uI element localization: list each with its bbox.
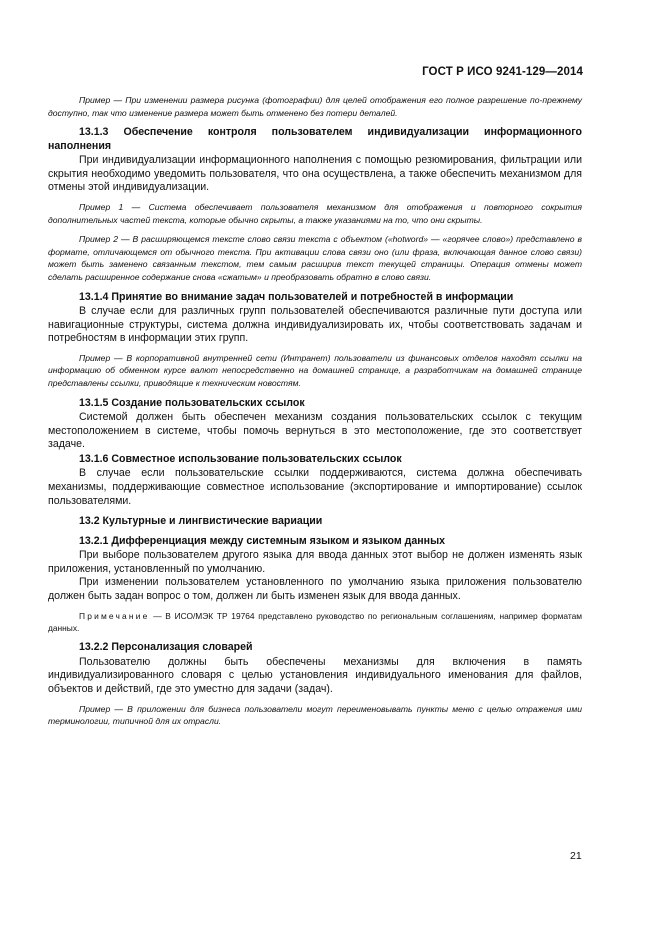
page-number: 21 (570, 850, 582, 862)
document-code-header: ГОСТ Р ИСО 9241-129—2014 (422, 66, 583, 78)
note (48, 610, 582, 635)
section-heading-13-1-6: 13.1.6 Совместное использование пользовательских ссылок (79, 452, 402, 465)
example-note: Пример 2 — В расширяющемся тексте слово связи текста с объектом («hotword» — «горячее слово») представлено в формате, отличающемся от обычного текста. При активации слова связи оно (или фраза, включающая данное слово связи) может быть заменено связанным текстом, тем самым расширив текст текущей страницы. Операция отмены может сделать расширенное содержание снова «сжатым» и преобразовать обратно в слово связи. (48, 234, 582, 282)
note-text: — В ИСО/МЭК ТР 19764 представлено руководство по региональным соглашениям, например форматам данных. (48, 610, 582, 633)
page-content (48, 94, 582, 735)
section-heading-13-1-3: 13.1.3 Обеспечение контроля пользователем индивидуализации информационного наполнения (48, 126, 582, 152)
example-note: Пример 1 — Система обеспечивает пользователя механизмом для отображения и повторного сокрытия дополнительных частей текста, которые обычно скрыты, а также указаниями на то, что они скрыты. (48, 201, 582, 225)
section-heading-13-2-2: 13.2.2 Персонализация словарей (79, 641, 253, 654)
paragraph: При индивидуализации информационного наполнения с помощью резюмирования, фильтрации или скрытия необходимо уведомить пользователя, что она осуществлена, а также обеспечить механизмом для отмены этой индивидуализации. (48, 154, 582, 194)
paragraph: При выборе пользователем другого языка для ввода данных этот выбор не должен изменять язык приложения, установленный по умолчанию. (48, 549, 582, 575)
paragraph: В случае если для различных групп пользователей обеспечиваются различные пути доступа или навигационные структуры, система должна индивидуализировать их, чтобы соответствовать задачам и потребностям в информации этих групп. (48, 305, 582, 345)
section-heading-13-1-5: 13.1.5 Создание пользовательских ссылок (79, 396, 305, 409)
paragraph: При изменении пользователем установленного по умолчанию языка приложения пользователю должен быть задан вопрос о том, должен ли быть изменен язык для ввода данных. (48, 576, 582, 602)
section-heading-13-2: 13.2 Культурные и лингвистические вариации (79, 515, 323, 528)
paragraph: В случае если пользовательские ссылки поддерживаются, система должна обеспечивать механизмы, поддерживающие совместное использование (экспортирование и импортирование) ссылок пользователями. (48, 467, 582, 507)
example-note: Пример — При изменении размера рисунка (фотографии) для целей отображения его полное разрешение по-прежнему доступно, так что изменение размера может быть отменено без потери деталей. (48, 95, 582, 118)
section-heading-13-1-4: 13.1.4 Принятие во внимание задач пользователей и потребностей в информации (79, 290, 514, 303)
example-note: Пример — В приложении для бизнеса пользователи могут переименовывать пункты меню с целью отражения ими терминологии, типичной для их отрасли. (48, 703, 582, 727)
section-heading-13-2-1: 13.2.1 Дифференциация между системным языком и языком данных (79, 534, 446, 547)
paragraph: Пользователю должны быть обеспечены механизмы для включения в память индивидуализированного словаря с целью установления индивидуального именования для файлов, объектов и действий, где это уместно для задачи (задач). (48, 655, 582, 696)
example-note: Пример — В корпоративной внутренней сети (Интранет) пользователи из финансовых отделов находят ссылки на информацию об обменном курсе валют непосредственно на домашней странице, а разработчикам на домашней странице представлены ссылки, приводящие к техническим новостям. (48, 352, 582, 388)
note-label: Примечание (79, 610, 150, 621)
paragraph: Системой должен быть обеспечен механизм создания пользовательских ссылок с текущим местоположением в системе, чтобы помочь вернуться в это местоположение, где это соответствует задаче. (48, 411, 582, 451)
